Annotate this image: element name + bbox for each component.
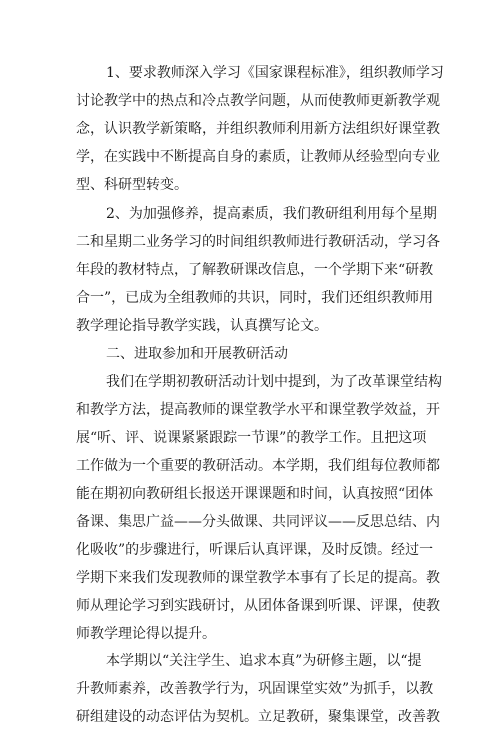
paragraph-1-line-4: 学，在实践中不断提高自身的素质，让教师从经验型向专业 [76, 149, 440, 165]
section-heading: 二、进取参加和开展教研活动 [106, 346, 288, 362]
paragraph-4-line-3: 研组建设的动态评估为契机。立足教研，聚集课堂，改善教 [76, 709, 440, 725]
paragraph-3-line-7: 化吸收”的步骤进行，听课后认真评课，及时反馈。经过一 [76, 542, 434, 558]
paragraph-2-line-4: 合一”，已成为全组教师的共识，同时，我们还组织教师用 [76, 290, 434, 306]
paragraph-3-line-8: 学期下来我们发现教师的课堂教学本事有了长足的提高。教 [76, 570, 440, 586]
paragraph-3-line-3: 展“听、评、说课紧紧跟踪一节课”的教学工作。且把这项 [76, 430, 427, 446]
paragraph-1-line-1: 1、要求教师深入学习《国家课程标准》，组织教师学习 [106, 65, 444, 81]
paragraph-2-line-5: 教学理论指导教学实践，认真撰写论文。 [76, 318, 328, 334]
paragraph-2-line-3: 年段的教材特点，了解教研课改信息，一个学期下来“研教 [76, 262, 434, 278]
paragraph-3-line-4: 工作做为一个重要的教研活动。本学期，我们组每位教师都 [76, 458, 440, 474]
paragraph-3-line-9: 师从理论学习到实践研讨，从团体备课到听课、评课，使教 [76, 598, 440, 614]
paragraph-4-line-1: 本学期以“关注学生、追求本真”为研修主题，以“提 [106, 653, 422, 669]
paragraph-3-line-5: 能在期初向教研组长报送开课课题和时间，认真按照“团体 [76, 486, 434, 502]
paragraph-1-line-3: 念，认识教学新策略，并组织教师利用新方法组织好课堂教 [76, 121, 440, 137]
paragraph-3-line-1: 我们在学期初教研活动计划中提到，为了改革课堂结构 [106, 374, 442, 390]
paragraph-3-line-6: 备课、集思广益——分头做课、共同评议——反思总结、内 [76, 514, 440, 530]
paragraph-3-line-2: 和教学方法，提高教师的课堂教学水平和课堂教学效益，开 [76, 402, 440, 418]
paragraph-2-line-1: 2、为加强修养，提高素质，我们教研组利用每个星期 [106, 206, 437, 222]
paragraph-4-line-2: 升教师素养，改善教学行为，巩固课堂实效”为抓手，以教 [76, 681, 434, 697]
paragraph-1-line-5: 型、科研型转变。 [76, 177, 188, 193]
paragraph-2-line-2: 二和星期二业务学习的时间组织教师进行教研活动，学习各 [76, 234, 440, 250]
paragraph-1-line-2: 讨论教学中的热点和冷点教学问题，从而使教师更新教学观 [76, 93, 440, 109]
paragraph-3-line-10: 师教学理论得以提升。 [76, 626, 216, 642]
